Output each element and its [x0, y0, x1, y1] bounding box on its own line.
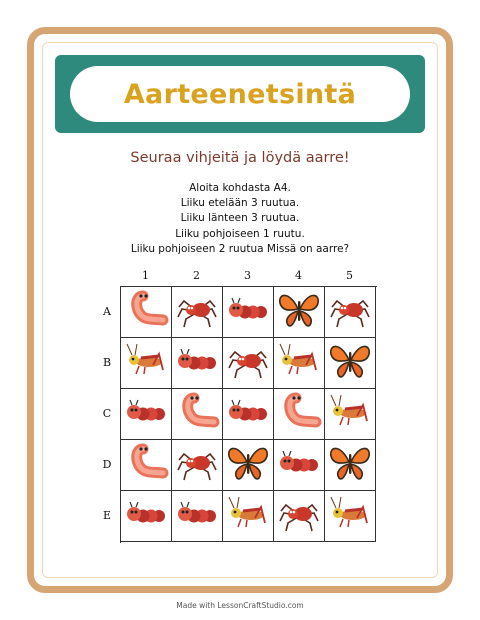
column-header-4: 4	[295, 269, 302, 282]
instruction-line: Liiku etelään 3 ruutua.	[180, 197, 300, 210]
butterfly-icon	[276, 287, 322, 337]
caterpillar-icon	[123, 491, 169, 541]
grid-cell-e2	[172, 491, 223, 542]
row-header-e: E	[102, 509, 112, 522]
grasshopper-icon	[123, 338, 169, 388]
caterpillar-icon	[174, 338, 220, 388]
row-header-c: C	[102, 407, 112, 420]
instruction-line: Liiku pohjoiseen 1 ruutu.	[175, 227, 305, 240]
grasshopper-icon	[327, 491, 373, 541]
spider-icon	[225, 338, 271, 388]
worm-icon	[276, 389, 322, 439]
row-header-d: D	[102, 458, 112, 471]
butterfly-icon	[327, 440, 373, 490]
grid-cell-a1	[121, 287, 172, 338]
butterfly-icon	[327, 338, 373, 388]
butterfly-icon	[225, 440, 271, 490]
grid-cell-e4	[274, 491, 325, 542]
row-header-b: B	[102, 356, 112, 369]
page-title: Aarteenetsintä	[123, 78, 357, 110]
column-header-5: 5	[346, 269, 353, 282]
grid-cell-e1	[121, 491, 172, 542]
grid-cell-e5	[325, 491, 376, 542]
worm-icon	[123, 440, 169, 490]
grid-cell-b4	[274, 338, 325, 389]
caterpillar-icon	[174, 491, 220, 541]
spider-icon	[174, 440, 220, 490]
grid-cell-b1	[121, 338, 172, 389]
instruction-line: Liiku pohjoiseen 2 ruutua Missä on aarre?	[130, 242, 350, 255]
grid-cell-b2	[172, 338, 223, 389]
grid-cell-d1	[121, 440, 172, 491]
grid-cell-d3	[223, 440, 274, 491]
caterpillar-icon	[123, 389, 169, 439]
instruction-line: Liiku länteen 3 ruutua.	[180, 212, 300, 225]
grid-cell-b3	[223, 338, 274, 389]
grasshopper-icon	[327, 389, 373, 439]
grid-cell-a2	[172, 287, 223, 338]
grid-cell-d5	[325, 440, 376, 491]
footer-credit: Made with LessonCraftStudio.com	[176, 601, 304, 610]
grid-cell-c2	[172, 389, 223, 440]
subtitle: Seuraa vihjeitä ja löydä aarre!	[130, 150, 350, 166]
caterpillar-icon	[225, 389, 271, 439]
grid-cell-d4	[274, 440, 325, 491]
caterpillar-icon	[276, 440, 322, 490]
grid-cell-a4	[274, 287, 325, 338]
worm-icon	[174, 389, 220, 439]
grid-cell-c5	[325, 389, 376, 440]
grid-cell-a3	[223, 287, 274, 338]
grid-cell-c4	[274, 389, 325, 440]
grid-cell-c3	[223, 389, 274, 440]
grid-cell-a5	[325, 287, 376, 338]
spider-icon	[327, 287, 373, 337]
grid-cell-e3	[223, 491, 274, 542]
grid-cell-c1	[121, 389, 172, 440]
caterpillar-icon	[225, 287, 271, 337]
treasure-grid	[120, 286, 377, 543]
column-header-2: 2	[193, 269, 200, 282]
grasshopper-icon	[276, 338, 322, 388]
grid-cell-b5	[325, 338, 376, 389]
instructions	[0, 181, 480, 257]
title-pill	[70, 66, 410, 122]
column-header-1: 1	[142, 269, 149, 282]
worm-icon	[123, 287, 169, 337]
row-header-a: A	[103, 305, 111, 318]
spider-icon	[276, 491, 322, 541]
grasshopper-icon	[225, 491, 271, 541]
grid-cell-d2	[172, 440, 223, 491]
spider-icon	[174, 287, 220, 337]
instruction-line: Aloita kohdasta A4.	[189, 182, 291, 194]
column-header-3: 3	[244, 269, 251, 282]
title-banner	[55, 55, 425, 133]
